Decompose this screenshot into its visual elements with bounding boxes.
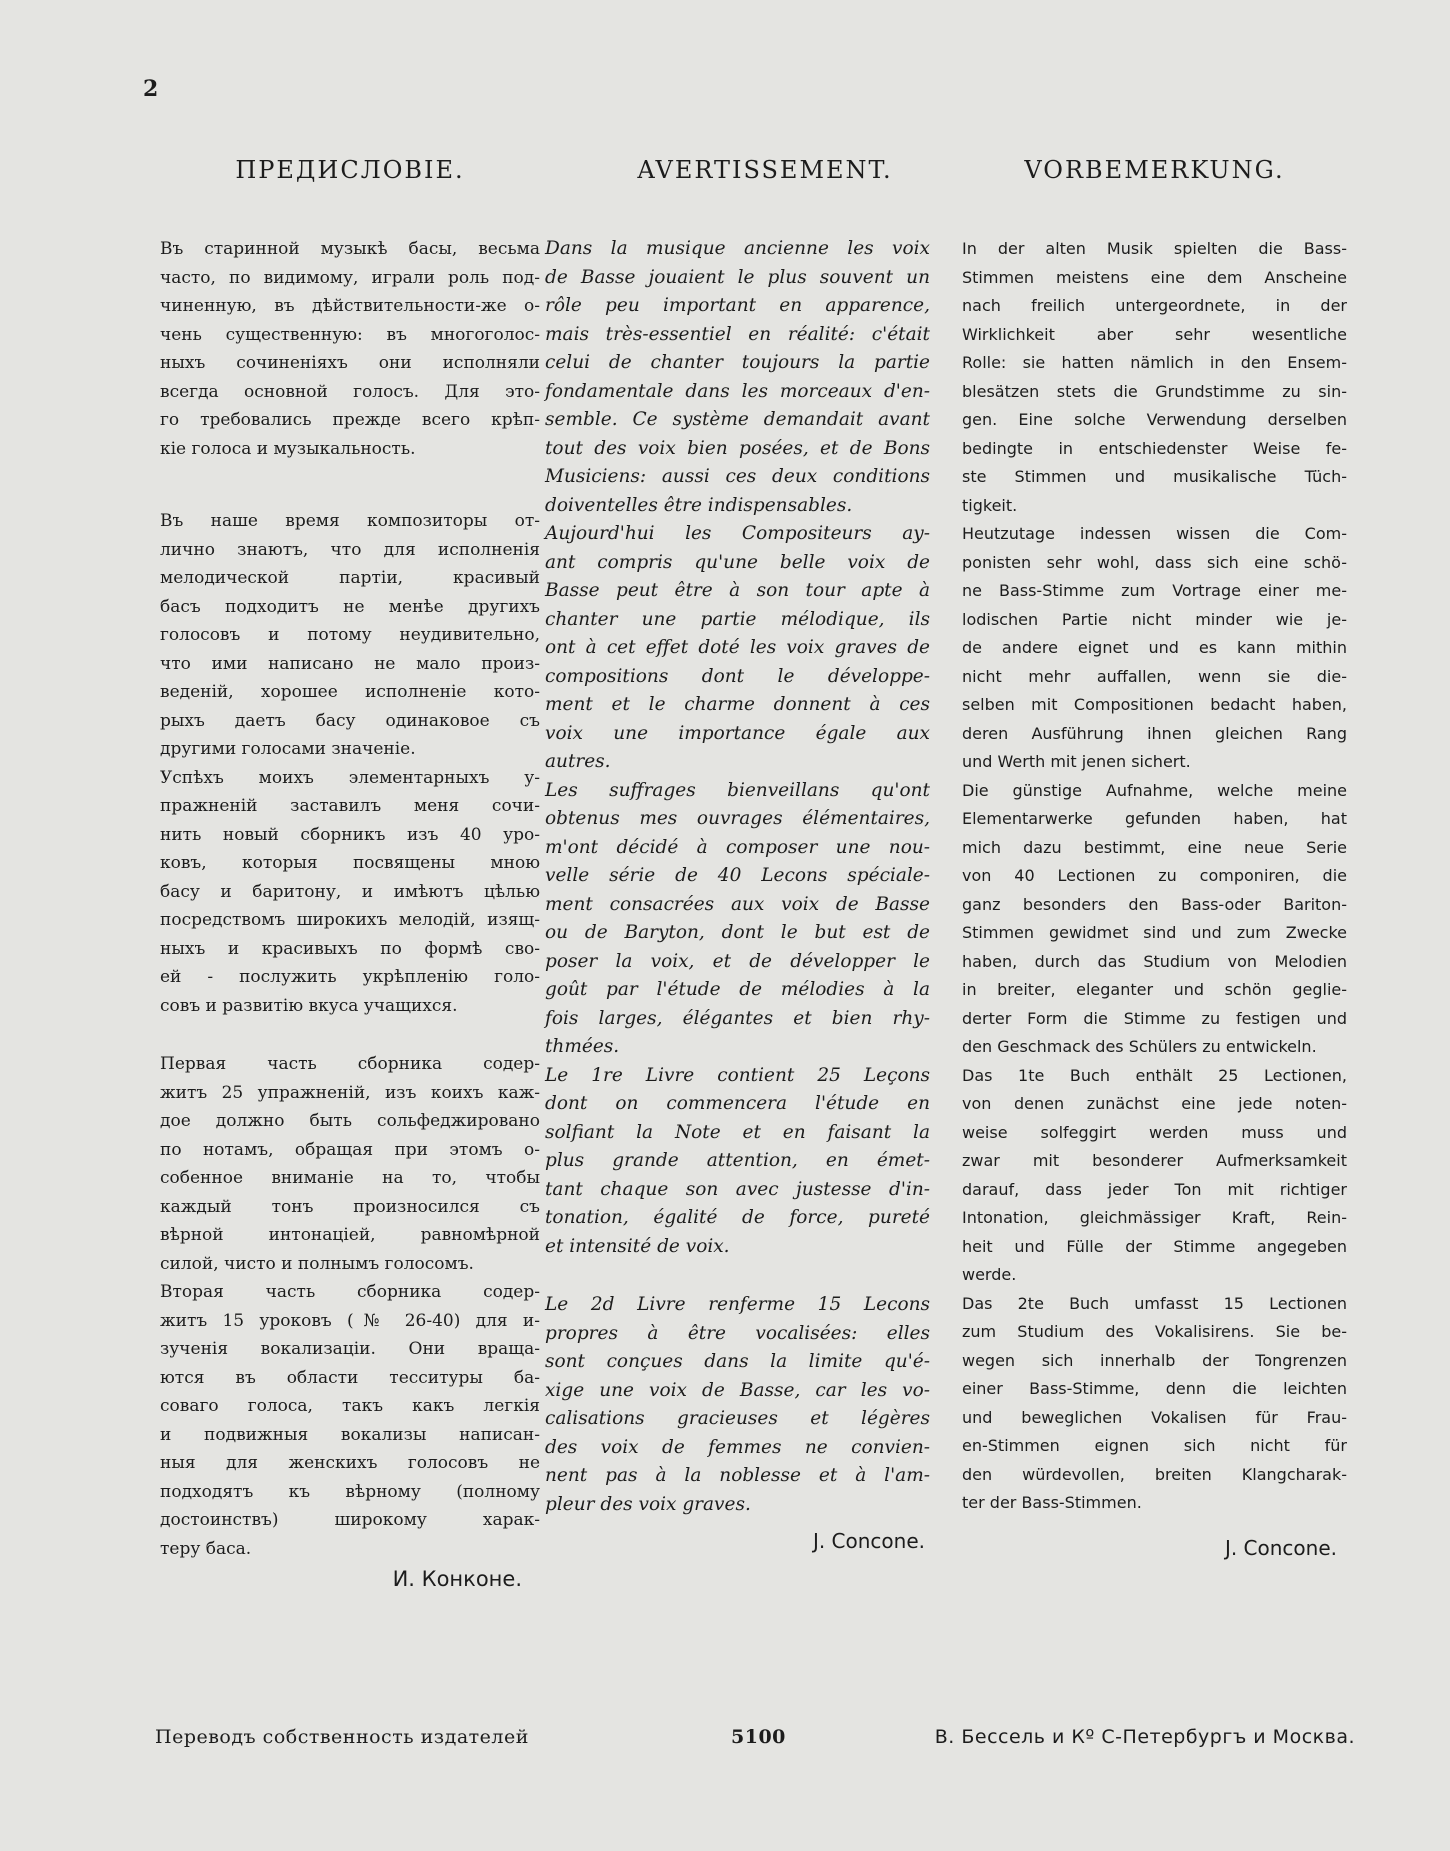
text-line: selben mit Compositionen bedacht haben, (962, 695, 1347, 714)
page-number: 2 (143, 76, 159, 102)
text-line: Успѣхъ моихъ элементарныхъ у- (160, 767, 540, 788)
text-line: semble. Ce système demandait avant (545, 409, 930, 430)
text-line: Первая часть сборника содер- (160, 1054, 540, 1074)
german-signature: J. Concone. (1224, 1535, 1337, 1560)
text-line: подходятъ къ вѣрному (полному (160, 1481, 540, 1502)
text-line: Intonation, gleichmässiger Kraft, Rein- (962, 1208, 1347, 1227)
text-line: ment consacrées aux voix de Basse (545, 893, 930, 915)
text-line: autres. (545, 751, 611, 772)
text-line: xige une voix de Basse, car les vo- (545, 1379, 930, 1401)
text-line: часто, по видимому, играли роль под- (160, 267, 540, 288)
text-line: вѣрной интонаціей, равномѣрной (160, 1225, 540, 1245)
text-line: житъ 15 уроковъ (№ 26-40) для и- (160, 1310, 540, 1331)
text-line: достоинствъ) широкому харак- (160, 1510, 540, 1530)
text-line: pleur des voix graves. (545, 1493, 751, 1515)
german-column (962, 155, 1347, 1560)
text-line: einer Bass-Stimme, denn die leichten (962, 1379, 1347, 1398)
text-line: tonation, égalité de force, pureté (545, 1207, 930, 1228)
text-line: ponisten sehr wohl, dass sich eine schö- (962, 552, 1347, 572)
text-line: In der alten Musik spielten die Bass- (962, 239, 1347, 258)
text-line: веденій, хорошее исполненіе кото- (160, 682, 540, 702)
text-line: goût par l'étude de mélodies à la (545, 979, 930, 1000)
text-line: fondamentale dans les morceaux d'en- (545, 380, 930, 402)
russian-signature: И. Конконе. (392, 1567, 522, 1591)
text-line: derter Form die Stimme zu festigen und (962, 1008, 1347, 1028)
text-line: ются въ области тесситуры ба- (160, 1367, 540, 1388)
text-line: зученія вокализаціи. Они враща- (160, 1339, 540, 1359)
russian-column (160, 155, 540, 1591)
text-line: tigkeit. (962, 495, 1018, 515)
text-line: Das 1te Buch enthält 25 Lectionen, (962, 1065, 1347, 1085)
text-line: Въ наше время композиторы от- (160, 511, 540, 531)
text-line: рыхъ даетъ басу одинаковое съ (160, 710, 540, 731)
text-line: blesätzen stets die Grundstimme zu sin- (962, 381, 1347, 401)
russian-text (160, 235, 540, 1563)
text-line: von denen zunächst eine jede noten- (962, 1094, 1347, 1113)
text-line: und beweglichen Vokalisen für Frau- (962, 1407, 1347, 1427)
text-line: tout des voix bien posées, et de Bons (545, 437, 930, 459)
text-line: Musiciens: aussi ces deux conditions (545, 466, 930, 487)
text-line: plus grande attention, en émet- (545, 1150, 930, 1171)
footer-publisher: В. Бессель и Кº С-Петербургъ и Москва. (934, 1726, 1355, 1748)
text-line: des voix de femmes ne convien- (545, 1436, 930, 1458)
text-line: Das 2te Buch umfasst 15 Lectionen (962, 1293, 1347, 1313)
text-line: solfiant la Note et en faisant la (545, 1121, 930, 1143)
text-line: Stimmen gewidmet sind und zum Zwecke (962, 923, 1347, 942)
text-line: nicht mehr auffallen, wenn sie die- (962, 666, 1347, 686)
text-line: ganz besonders den Bass-oder Bariton- (962, 894, 1347, 914)
text-line: совъ и развитію вкуса учащихся. (160, 995, 458, 1016)
text-line: Wirklichkeit aber sehr wesentliche (962, 324, 1347, 344)
text-line: heit und Fülle der Stimme angegeben (962, 1236, 1347, 1256)
paragraph-gap (160, 1020, 540, 1050)
text-line: Stimmen meistens eine dem Anscheine (962, 267, 1347, 287)
text-line: werde. (962, 1265, 1017, 1284)
text-line: ныхъ и красивыхъ по формѣ сво- (160, 938, 540, 959)
text-line: zwar mit besonderer Aufmerksamkeit (962, 1151, 1347, 1170)
text-line: чень существенную: въ многоголос- (160, 324, 540, 345)
text-line: ment et le charme donnent à ces (545, 694, 930, 715)
text-line: mich dazu bestimmt, eine neue Serie (962, 837, 1347, 857)
text-line: лично знаютъ, что для исполненія (160, 539, 540, 560)
german-text (962, 235, 1347, 1518)
text-line: und Werth mit jenen sichert. (962, 752, 1191, 771)
text-line: силой, чисто и полнымъ голосомъ. (160, 1253, 474, 1274)
text-line: посредствомъ широкихъ мелодій, изящ- (160, 910, 540, 930)
text-line: ныхъ сочиненіяхъ они исполняли (160, 353, 540, 373)
text-line: m'ont décidé à composer une nou- (545, 836, 930, 858)
text-line: von 40 Lectionen zu componiren, die (962, 866, 1347, 885)
text-line: нить новый сборникъ изъ 40 уро- (160, 824, 540, 845)
text-line: ant compris qu'une belle voix de (545, 551, 930, 573)
text-line: obtenus mes ouvrages élémentaires, (545, 808, 930, 829)
text-line: celui de chanter toujours la partie (545, 352, 930, 373)
text-line: соваго голоса, такъ какъ легкія (160, 1396, 540, 1416)
text-line: ей - послужить укрѣпленію голо- (160, 967, 540, 987)
text-line: dont on commencera l'étude en (545, 1093, 930, 1114)
russian-heading: ПРЕДИСЛОВІЕ. (235, 156, 465, 184)
text-line: другими голосами значеніе. (160, 739, 416, 759)
text-line: теру баса. (160, 1538, 252, 1559)
text-line: ste Stimmen und musikalische Tüch- (962, 467, 1347, 486)
text-line: nent pas à la noblesse et à l'am- (545, 1465, 930, 1486)
text-line: басу и баритону, и имѣютъ цѣлью (160, 881, 540, 902)
text-line: velle série de 40 Lecons spéciale- (545, 865, 930, 886)
text-line: Les suffrages bienveillans qu'ont (545, 779, 930, 801)
text-line: zum Studium des Vokalisirens. Sie be- (962, 1322, 1347, 1341)
text-line: wegen sich innerhalb der Tongrenzen (962, 1350, 1347, 1370)
text-line: weise solfeggirt werden muss und (962, 1122, 1347, 1142)
text-line: den Geschmack des Schülers zu entwickeln. (962, 1037, 1317, 1056)
french-signature: J. Concone. (812, 1529, 925, 1553)
text-line: Aujourd'hui les Compositeurs ay- (545, 523, 930, 544)
text-line: ковъ, которыя посвящены мною (160, 853, 540, 873)
french-column (545, 155, 930, 1553)
text-line: Le 1re Livre contient 25 Leçons (545, 1064, 930, 1086)
text-line: doiventelles être indispensables. (545, 494, 853, 516)
text-line: poser la voix, et de développer le (545, 950, 930, 972)
text-line: rôle peu important en apparence, (545, 295, 930, 316)
paragraph-gap (545, 1261, 930, 1291)
text-line: голосовъ и потому неудивительно, (160, 625, 540, 645)
text-line: го требовались прежде всего крѣп- (160, 410, 540, 430)
text-line: tant chaque son avec justesse d'in- (545, 1178, 930, 1200)
text-line: Rolle: sie hatten nämlich in den Ensem- (962, 353, 1347, 372)
text-line: Въ старинной музыкѣ басы, весьма (160, 239, 540, 259)
text-line: calisations gracieuses et légères (545, 1408, 930, 1429)
text-line: voix une importance égale aux (545, 722, 930, 744)
text-line: Le 2d Livre renferme 15 Lecons (545, 1294, 930, 1315)
text-line: de Basse jouaient le plus souvent un (545, 266, 930, 288)
text-line: чиненную, въ дѣйствительности-же о- (160, 296, 540, 316)
text-line: басъ подходитъ не менѣе другихъ (160, 596, 540, 617)
text-line: собенное вниманіе на то, чтобы (160, 1168, 540, 1188)
text-line: мелодической партіи, красивый (160, 568, 540, 588)
text-line: bedingte in entschiedenster Weise fe- (962, 438, 1347, 458)
text-line: Dans la musique ancienne les voix (545, 238, 930, 259)
text-line: житъ 25 упражненій, изъ коихъ каж- (160, 1082, 540, 1103)
text-line: кіе голоса и музыкальность. (160, 438, 416, 459)
page-footer (155, 1726, 1355, 1756)
text-line: sont conçues dans la limite qu'é- (545, 1351, 930, 1372)
text-line: пражненій заставилъ меня сочи- (160, 796, 540, 816)
text-line: всегда основной голосъ. Для это- (160, 381, 540, 402)
text-line: chanter une partie mélodique, ils (545, 608, 930, 630)
footer-copyright: Переводъ собственность издателей (155, 1726, 529, 1748)
footer-plate-number: 5100 (731, 1726, 786, 1748)
text-line: Вторая часть сборника содер- (160, 1282, 540, 1302)
paragraph-gap (160, 463, 540, 507)
text-line: darauf, dass jeder Ton mit richtiger (962, 1179, 1347, 1199)
french-text (545, 235, 930, 1519)
text-line: Basse peut être à son tour apte à (545, 580, 930, 601)
text-line: compositions dont le développe- (545, 665, 930, 687)
text-line: den würdevollen, breiten Klangcharak- (962, 1464, 1347, 1484)
text-line: каждый тонъ произносился съ (160, 1196, 540, 1217)
text-line: in breiter, eleganter und schön geglie- (962, 980, 1347, 999)
text-line: haben, durch das Studium von Melodien (962, 951, 1347, 971)
text-line: en-Stimmen eignen sich nicht für (962, 1436, 1347, 1455)
text-line: ныя для женскихъ голосовъ не (160, 1453, 540, 1473)
text-line: nach freilich untergeordnete, in der (962, 296, 1347, 315)
text-line: Heutzutage indessen wissen die Com- (962, 524, 1347, 543)
french-heading: AVERTISSEMENT. (637, 156, 893, 184)
text-line: ne Bass-Stimme zum Vortrage einer me- (962, 581, 1347, 600)
text-line: что ими написано не мало произ- (160, 653, 540, 674)
text-line: ter der Bass-Stimmen. (962, 1493, 1142, 1512)
text-line: по нотамъ, обращая при этомъ о- (160, 1139, 540, 1160)
text-line: mais très-essentiel en réalité: c'était (545, 323, 930, 345)
text-line: Elementarwerke gefunden haben, hat (962, 809, 1347, 828)
text-line: gen. Eine solche Verwendung derselben (962, 410, 1347, 429)
text-line: дое должно быть сольфеджировано (160, 1111, 540, 1131)
text-line: Die günstige Aufnahme, welche meine (962, 780, 1347, 800)
text-line: thmées. (545, 1036, 620, 1057)
text-line: ou de Baryton, dont le but est de (545, 922, 930, 943)
text-line: propres à être vocalisées: elles (545, 1322, 930, 1344)
text-line: lodischen Partie nicht minder wie je- (962, 609, 1347, 629)
text-line: и подвижныя вокализы написан- (160, 1424, 540, 1445)
text-line: deren Ausführung ihnen gleichen Rang (962, 723, 1347, 743)
text-line: ont à cet effet doté les voix graves de (545, 637, 930, 658)
german-heading: VORBEMERKUNG. (1024, 156, 1285, 184)
text-line: fois larges, élégantes et bien rhy- (545, 1007, 930, 1029)
text-line: et intensité de voix. (545, 1235, 730, 1257)
text-line: de andere eignet und es kann mithin (962, 638, 1347, 657)
